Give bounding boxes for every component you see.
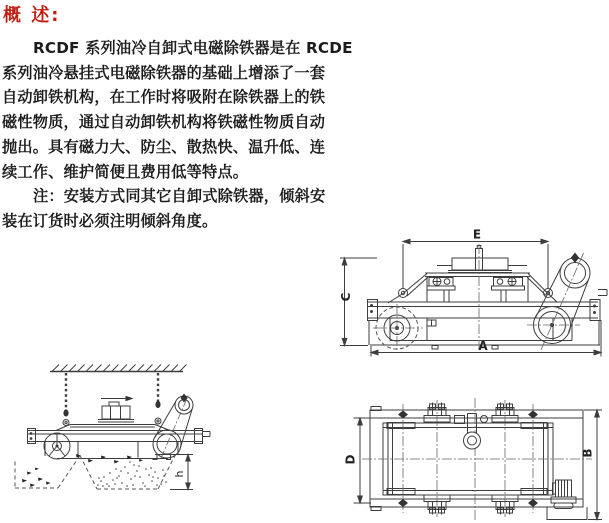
page-title: 概 述: [3, 5, 61, 26]
overview-line: 系列油冷悬挂式电磁除铁器的基础上增添了一套 [2, 63, 326, 82]
dim-b-label: B [580, 448, 595, 458]
drive-motor [547, 480, 587, 520]
bearing-blocks [424, 403, 518, 515]
separator-body [28, 418, 211, 459]
superstructure [388, 266, 557, 304]
ceiling [50, 365, 187, 372]
dim-h-label: h [173, 470, 186, 478]
dim-d-label: D [343, 454, 358, 465]
dimension-b [584, 410, 602, 520]
lifting-hook [455, 414, 488, 450]
belt-direction-arrow [101, 396, 134, 401]
overview-line: 注：安装方式同其它自卸式除铁器，倾斜安 [33, 187, 326, 206]
suspension-chains [63, 373, 160, 417]
overview-line: 抛出。具有磁力大、防尘、散热快、温升低、连 [2, 137, 326, 156]
dim-e-label: E [472, 228, 482, 242]
dim-a-label: A [478, 339, 488, 353]
installation-diagram [0, 360, 230, 523]
left-pulley [373, 304, 423, 351]
left-pulley [44, 433, 70, 459]
side-view-diagram [336, 228, 609, 378]
top-motor [98, 402, 134, 422]
overview-line: RCDF 系列油冷自卸式电磁除铁器是在 RCDE [33, 39, 353, 57]
overview-line: 自动卸铁机构，在工作时将吸附在除铁器上的铁 [2, 88, 326, 107]
discharge-pile [15, 456, 80, 489]
overview-line: 续工作、维护简便且费用低等特点。 [2, 162, 249, 181]
terminal-box [448, 246, 512, 273]
discharge-drive [527, 252, 590, 350]
material-pile [80, 456, 175, 490]
overview-paragraph [2, 36, 353, 234]
plan-view-diagram [336, 395, 609, 523]
overview-line: 装在订货时必须注明倾斜角度。 [2, 211, 218, 230]
dim-c-label: C [339, 292, 353, 302]
overview-line: 磁性物质，通过自动卸铁机构将铁磁性物质自动 [2, 113, 326, 132]
